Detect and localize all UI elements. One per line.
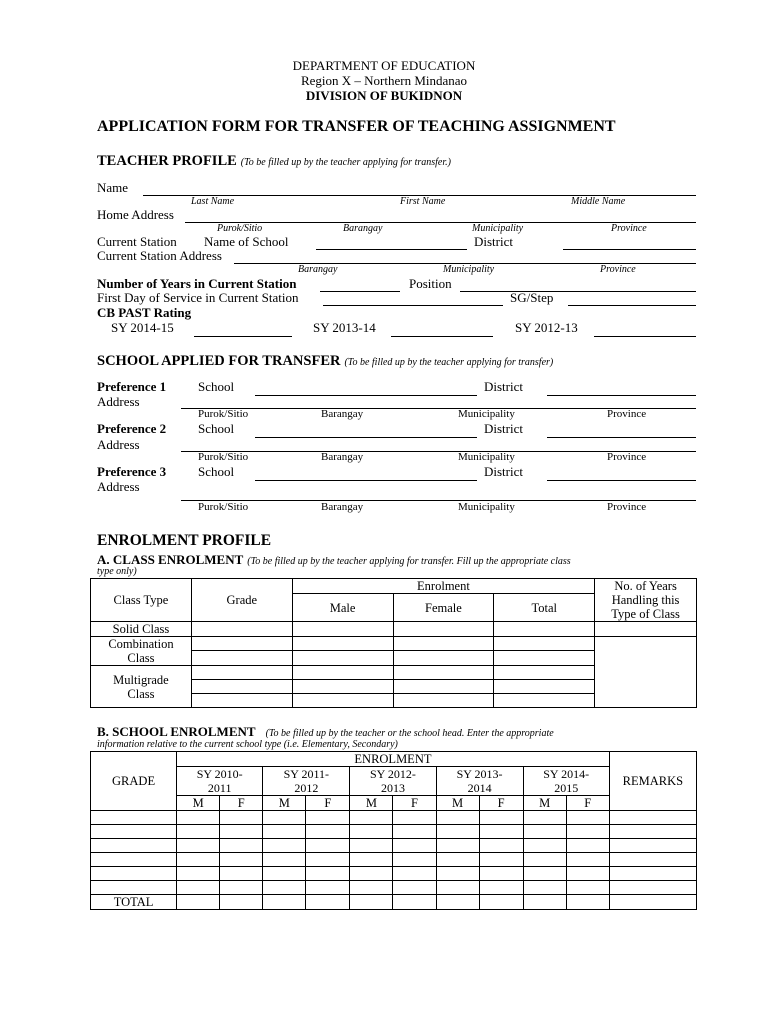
cell[interactable] <box>494 694 595 708</box>
header-sy-2010 <box>177 767 263 796</box>
first-day-field[interactable] <box>323 305 503 306</box>
table-row <box>91 811 697 825</box>
pref3-district-label: District <box>484 464 523 479</box>
cell[interactable] <box>566 811 609 825</box>
header-m: M <box>350 796 393 811</box>
pref1-district-field[interactable] <box>547 395 696 396</box>
sy-2014-field[interactable] <box>194 336 292 337</box>
preference-2-label: Preference 2 <box>97 421 167 436</box>
cell[interactable] <box>263 853 306 867</box>
header-total: Total <box>494 594 595 622</box>
cell[interactable] <box>609 867 696 881</box>
sy-2013-line2: 2014 <box>467 781 492 795</box>
sy-2010-line1: SY 2010- <box>196 767 243 781</box>
sy-2013-line1: SY 2013- <box>456 767 503 781</box>
cell[interactable] <box>566 825 609 839</box>
station-address-label: Current Station Address <box>97 248 222 263</box>
sy-2013-label: SY 2013-14 <box>313 320 376 335</box>
name-label: Name <box>97 180 129 195</box>
cell[interactable] <box>393 853 436 867</box>
pref1-address-label: Address <box>97 394 140 409</box>
cell[interactable] <box>350 867 393 881</box>
header-m: M <box>436 796 479 811</box>
header-years-handling <box>595 579 697 622</box>
table-row <box>91 867 697 881</box>
cell[interactable] <box>494 680 595 694</box>
cell[interactable] <box>220 881 263 895</box>
transfer-note: (To be filled up by the teacher applying for transfer) <box>344 357 554 368</box>
cell[interactable] <box>479 839 523 853</box>
row-solid-class: Solid Class <box>91 622 192 637</box>
cell[interactable] <box>91 825 177 839</box>
cell[interactable] <box>220 867 263 881</box>
cell[interactable] <box>350 811 393 825</box>
cell[interactable] <box>306 839 350 853</box>
cell[interactable] <box>494 637 595 651</box>
pref1-district-label: District <box>484 379 523 394</box>
cell[interactable] <box>393 666 494 680</box>
cell[interactable] <box>393 839 436 853</box>
division-heading: DIVISION OF BUKIDNON <box>305 88 463 103</box>
cell[interactable] <box>91 811 177 825</box>
cell[interactable] <box>350 853 393 867</box>
table-row <box>91 881 697 895</box>
school-enrolment-rows <box>91 811 697 895</box>
cell[interactable] <box>595 622 697 637</box>
pref1-municipality-label: Municipality <box>458 408 515 420</box>
cell[interactable] <box>494 651 595 666</box>
header-m: M <box>263 796 306 811</box>
cb-past-rating-label: CB PAST Rating <box>97 305 192 320</box>
header-sy-2014 <box>523 767 609 796</box>
header-years-line2: Handling this <box>611 593 680 607</box>
last-name-label: Last Name <box>191 196 235 207</box>
cell[interactable] <box>177 881 220 895</box>
cell[interactable] <box>177 867 220 881</box>
cell[interactable] <box>177 853 220 867</box>
class-enrolment-heading <box>97 551 571 569</box>
pref1-province-label: Province <box>607 408 647 420</box>
pref2-school-label: School <box>198 421 235 436</box>
header-f: F <box>393 796 436 811</box>
row-total: TOTAL <box>91 895 177 910</box>
cell[interactable] <box>263 895 306 910</box>
cell[interactable] <box>306 867 350 881</box>
station-province-label: Province <box>600 264 636 275</box>
home-barangay-label: Barangay <box>343 223 383 234</box>
pref3-school-field[interactable] <box>255 480 477 481</box>
header-grade: GRADE <box>91 752 177 811</box>
school-enrolment-table <box>90 751 697 910</box>
cell[interactable] <box>436 825 479 839</box>
pref3-school-label: School <box>198 464 235 479</box>
station-municipality-label: Municipality <box>443 264 495 275</box>
cell[interactable] <box>306 825 350 839</box>
pref2-purok-label: Purok/Sitio <box>198 451 249 463</box>
cell[interactable] <box>609 839 696 853</box>
sy-2012-line1: SY 2012- <box>370 767 416 781</box>
cell[interactable] <box>350 839 393 853</box>
sy-2012-line2: 2013 <box>380 781 405 795</box>
cell[interactable] <box>292 694 393 708</box>
cell[interactable] <box>393 680 494 694</box>
preference-3-label: Preference 3 <box>97 464 167 479</box>
cell[interactable] <box>292 666 393 680</box>
row-combination-class <box>91 637 192 666</box>
header-remarks: REMARKS <box>609 752 696 811</box>
table-row <box>91 825 697 839</box>
cell[interactable] <box>393 895 436 910</box>
pref3-district-field[interactable] <box>547 480 696 481</box>
header-sy-2013 <box>436 767 523 796</box>
cell[interactable] <box>263 881 306 895</box>
header-female: Female <box>393 594 494 622</box>
cell[interactable] <box>393 694 494 708</box>
combination-line2: Class <box>127 651 155 665</box>
teacher-profile-title: TEACHER PROFILE <box>97 153 237 169</box>
cell[interactable] <box>393 881 436 895</box>
cell[interactable] <box>479 895 523 910</box>
cell[interactable] <box>566 853 609 867</box>
header-class-type: Class Type <box>91 579 192 622</box>
cell[interactable] <box>523 853 566 867</box>
teacher-profile-heading <box>97 152 451 170</box>
cell[interactable] <box>436 881 479 895</box>
sy-2011-line2: 2012 <box>294 781 319 795</box>
cell[interactable] <box>191 694 292 708</box>
cell[interactable] <box>177 895 220 910</box>
cell[interactable] <box>479 811 523 825</box>
cell[interactable] <box>263 825 306 839</box>
cell[interactable] <box>393 811 436 825</box>
form-title: APPLICATION FORM FOR TRANSFER OF TEACHING ASSIGNMENT <box>97 118 616 135</box>
middle-name-label: Middle Name <box>571 196 626 207</box>
cell[interactable] <box>393 637 494 651</box>
preference-1-label: Preference 1 <box>97 379 167 394</box>
cell[interactable] <box>566 881 609 895</box>
cell[interactable] <box>220 895 263 910</box>
header-years-line3: Type of Class <box>611 607 680 621</box>
cell[interactable] <box>91 867 177 881</box>
cell[interactable] <box>306 853 350 867</box>
pref1-barangay-label: Barangay <box>321 408 364 420</box>
pref2-municipality-label: Municipality <box>458 451 515 463</box>
cell[interactable] <box>566 867 609 881</box>
cell[interactable] <box>350 881 393 895</box>
cell[interactable] <box>436 867 479 881</box>
teacher-profile-note: (To be filled up by the teacher applying for transfer.) <box>240 157 451 168</box>
cell[interactable] <box>523 895 566 910</box>
home-address-label: Home Address <box>97 207 174 222</box>
cell[interactable] <box>393 825 436 839</box>
cell[interactable] <box>292 680 393 694</box>
cell[interactable] <box>523 867 566 881</box>
pref2-school-field[interactable] <box>255 437 477 438</box>
cell[interactable] <box>523 811 566 825</box>
header-m: M <box>177 796 220 811</box>
cell[interactable] <box>479 881 523 895</box>
cell[interactable] <box>263 811 306 825</box>
header-f: F <box>306 796 350 811</box>
pref2-district-label: District <box>484 421 523 436</box>
cell[interactable] <box>263 839 306 853</box>
sy-2014-line2: 2015 <box>554 781 579 795</box>
cell[interactable] <box>393 622 494 637</box>
cell[interactable] <box>220 811 263 825</box>
pref1-school-label: School <box>198 379 235 394</box>
header-f: F <box>566 796 609 811</box>
first-day-label: First Day of Service in Current Station <box>97 290 299 305</box>
header-f: F <box>220 796 263 811</box>
cell[interactable] <box>191 651 292 666</box>
cell[interactable] <box>609 895 696 910</box>
sy-2012-field[interactable] <box>594 336 696 337</box>
home-province-label: Province <box>611 223 647 234</box>
name-of-school-label: Name of School <box>204 234 289 249</box>
pref3-province-label: Province <box>607 501 647 513</box>
home-municipality-label: Municipality <box>472 223 524 234</box>
cell[interactable] <box>91 881 177 895</box>
class-enrolment-title: A. CLASS ENROLMENT <box>97 552 244 567</box>
header-grade: Grade <box>191 579 292 622</box>
sy-2013-field[interactable] <box>391 336 493 337</box>
cell[interactable] <box>306 811 350 825</box>
sy-2011-line1: SY 2011- <box>283 767 330 781</box>
sy-2014-label: SY 2014-15 <box>111 320 174 335</box>
pref2-province-label: Province <box>607 451 647 463</box>
cell[interactable] <box>177 811 220 825</box>
school-enrolment-title: B. SCHOOL ENROLMENT <box>97 724 256 739</box>
cell[interactable] <box>91 839 177 853</box>
cell[interactable] <box>220 825 263 839</box>
cell[interactable] <box>436 853 479 867</box>
cell[interactable] <box>220 839 263 853</box>
multigrade-line1: Multigrade <box>113 672 169 687</box>
cell[interactable] <box>306 895 350 910</box>
cell[interactable] <box>177 825 220 839</box>
cell[interactable] <box>523 881 566 895</box>
region-heading: Region X – Northern Mindanao <box>300 73 468 88</box>
cell[interactable] <box>292 622 393 637</box>
multigrade-line2: Class <box>127 686 155 701</box>
cell[interactable] <box>494 622 595 637</box>
cell[interactable] <box>436 839 479 853</box>
transfer-title: SCHOOL APPLIED FOR TRANSFER <box>97 353 341 369</box>
school-enrolment-note: (To be filled up by the teacher or the school head. Enter the appropriate <box>265 728 554 739</box>
cell[interactable] <box>191 637 292 651</box>
cell[interactable] <box>191 622 292 637</box>
sg-step-label: SG/Step <box>510 290 554 305</box>
cell[interactable] <box>292 637 393 651</box>
cell[interactable] <box>177 839 220 853</box>
sg-step-field[interactable] <box>568 305 696 306</box>
pref2-district-field[interactable] <box>547 437 696 438</box>
pref3-barangay-label: Barangay <box>321 501 364 513</box>
pref2-barangay-label: Barangay <box>321 451 364 463</box>
cell[interactable] <box>263 867 306 881</box>
header-sy-2011 <box>263 767 350 796</box>
cell[interactable] <box>609 881 696 895</box>
combination-line1: Combination <box>108 637 174 651</box>
table-row <box>91 853 697 867</box>
cell[interactable] <box>306 881 350 895</box>
cell[interactable] <box>393 867 436 881</box>
cell[interactable] <box>436 895 479 910</box>
class-enrolment-note-cont: type only) <box>97 566 137 577</box>
header-male: Male <box>292 594 393 622</box>
pref2-address-label: Address <box>97 437 140 452</box>
position-label: Position <box>409 276 452 291</box>
sy-2010-line2: 2011 <box>207 781 232 795</box>
class-enrolment-note: (To be filled up by the teacher applying for transfer. Fill up the appropriate class <box>247 556 571 567</box>
cell[interactable] <box>220 853 263 867</box>
position-field[interactable] <box>460 291 696 292</box>
cell[interactable] <box>91 853 177 867</box>
cell[interactable] <box>523 839 566 853</box>
cell[interactable] <box>566 839 609 853</box>
header-enrolment: Enrolment <box>292 579 594 594</box>
header-years-line1: No. of Years <box>614 579 677 593</box>
row-multigrade-class <box>91 666 192 708</box>
years-current-station-label: Number of Years in Current Station <box>97 276 297 291</box>
table-row <box>91 839 697 853</box>
pref3-municipality-label: Municipality <box>458 501 515 513</box>
enrolment-profile-title: ENROLMENT PROFILE <box>97 532 272 549</box>
school-enrolment-note-cont: information relative to the current school type (i.e. Elementary, Secondary) <box>97 739 398 750</box>
cell[interactable] <box>191 680 292 694</box>
cell[interactable] <box>350 825 393 839</box>
department-heading: DEPARTMENT OF EDUCATION <box>292 58 476 73</box>
cell[interactable] <box>523 825 566 839</box>
header-enrolment: ENROLMENT <box>177 752 610 767</box>
cell[interactable] <box>393 651 494 666</box>
cell[interactable] <box>566 895 609 910</box>
pref1-purok-label: Purok/Sitio <box>198 408 249 420</box>
current-station-label: Current Station <box>97 234 177 249</box>
cell[interactable] <box>350 895 393 910</box>
pref3-address-label: Address <box>97 479 140 494</box>
cell[interactable] <box>595 637 697 708</box>
cell[interactable] <box>436 811 479 825</box>
current-school-field[interactable] <box>316 249 467 250</box>
cell[interactable] <box>494 666 595 680</box>
cell[interactable] <box>191 666 292 680</box>
cell[interactable] <box>479 867 523 881</box>
header-f: F <box>479 796 523 811</box>
station-barangay-label: Barangay <box>298 264 338 275</box>
cell[interactable] <box>292 651 393 666</box>
cell[interactable] <box>609 811 696 825</box>
current-district-label: District <box>474 234 513 249</box>
class-enrolment-table <box>90 578 697 708</box>
cell[interactable] <box>479 825 523 839</box>
cell[interactable] <box>609 825 696 839</box>
home-purok-label: Purok/Sitio <box>217 223 263 234</box>
sy-2014-line1: SY 2014- <box>543 767 590 781</box>
pref1-school-field[interactable] <box>255 395 477 396</box>
current-district-field[interactable] <box>563 249 696 250</box>
cell[interactable] <box>609 853 696 867</box>
first-name-label: First Name <box>400 196 446 207</box>
cell[interactable] <box>479 853 523 867</box>
header-sy-2012 <box>350 767 436 796</box>
sy-2012-label: SY 2012-13 <box>515 320 578 335</box>
header-m: M <box>523 796 566 811</box>
pref3-purok-label: Purok/Sitio <box>198 501 249 513</box>
years-field[interactable] <box>320 291 400 292</box>
transfer-heading <box>97 352 553 370</box>
